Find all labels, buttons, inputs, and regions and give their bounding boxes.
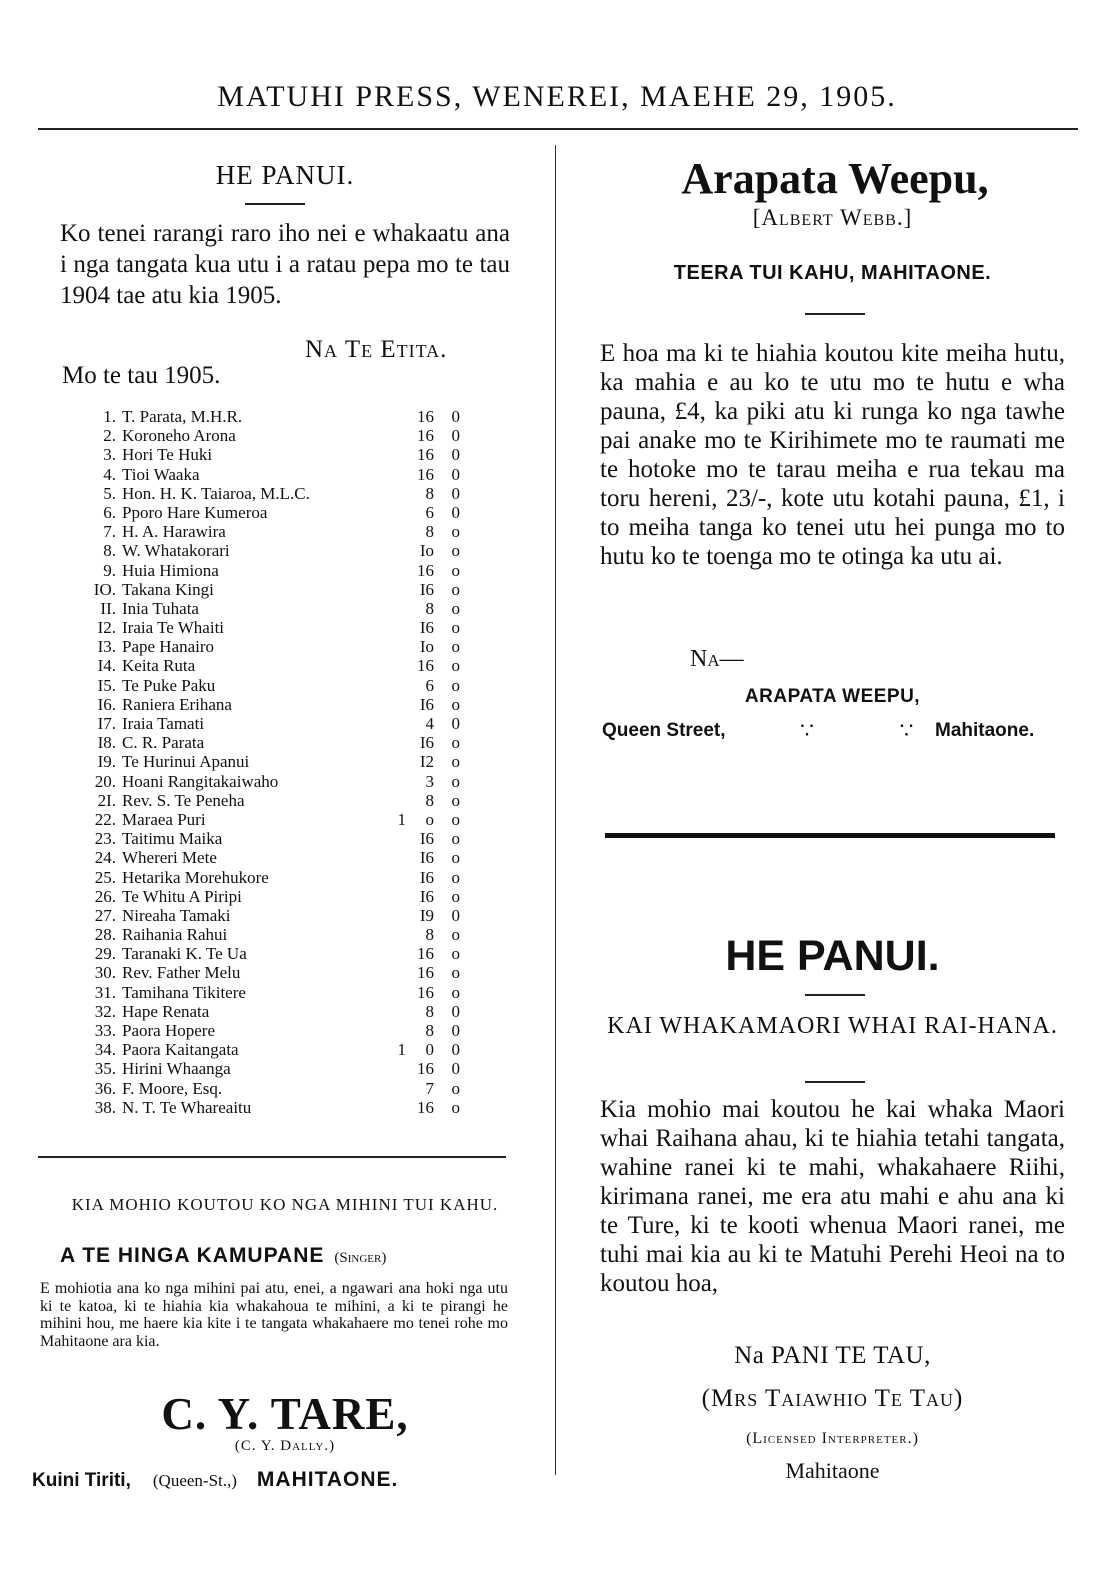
ad-body: E mohiotia ana ko nga mihini pai atu, enei, a ngawari ana hoki nga utu ki te katoa, ki te hiahia kia whakahoua te mihini, a ki te pirangi he mihini hou, me haere kia kite i te tangata whakahaere mo tenei rohe mo Mahitaone ara kia.: [40, 1280, 508, 1350]
subscriber-number: 7.: [103, 522, 116, 542]
company-name: A TE HINGA KAMUPANE: [60, 1244, 325, 1267]
page-header: MATUHI PRESS, WENEREI, MAEHE 29, 1905.: [217, 80, 897, 113]
subscriber-number: I5.: [97, 675, 116, 695]
subscriber-name: Pape Hanairo: [122, 637, 215, 657]
column-divider: [555, 145, 556, 1475]
subscriber-name: Pporo Hare Kumeroa: [122, 502, 268, 522]
subscriber-pence: 0: [451, 407, 460, 426]
subscriber-number: 20.: [94, 771, 116, 791]
subscriber-name: Nireaha Tamaki: [122, 905, 231, 925]
subscriber-shillings: o: [425, 809, 434, 829]
subscriber-pounds: 1: [397, 809, 406, 829]
subscriber-shillings: 8: [425, 925, 434, 945]
subscriber-pence: 0: [451, 905, 460, 925]
advertiser-name-en: (C. Y. Dally.): [234, 1438, 336, 1454]
subscriber-name: F. Moore, Esq.: [122, 1078, 223, 1098]
subscriber-shillings: 16: [417, 1059, 434, 1079]
advertiser-address: [32, 1468, 512, 1492]
subscriber-row: [80, 944, 460, 963]
tailor-street: Queen Street,: [602, 720, 726, 741]
subscriber-pence: o: [451, 637, 460, 657]
subscriber-pounds: [382, 676, 406, 695]
subscriber-pence: o: [451, 963, 460, 983]
subscriber-number: 26.: [94, 886, 116, 906]
subscriber-number: 32.: [94, 1001, 116, 1021]
subscriber-shillings: 4: [425, 714, 434, 733]
subscriber-name: Takana Kingi: [122, 579, 214, 599]
subscriber-pounds: [382, 714, 406, 733]
subscriber-pence: o: [451, 541, 460, 561]
subscriber-pence: o: [451, 752, 460, 772]
subscriber-shillings: Io: [419, 541, 434, 561]
subscriber-name: Raniera Erihana: [122, 694, 232, 714]
subscriber-shillings: I6: [419, 848, 434, 868]
subscriber-pence: o: [451, 982, 460, 1002]
tailor-rule: [805, 313, 865, 315]
subscriber-row: [80, 733, 460, 752]
address-street-en: (Queen-St.,): [152, 1471, 237, 1490]
ad-heading: KIA MOHIO KOUTOU KO NGA MIHINI TUI KAHU.: [71, 1195, 499, 1214]
interpreter-signer: Na PANI TE TAU,: [734, 1342, 931, 1369]
subscriber-pounds: [382, 541, 406, 560]
subscriber-shillings: 3: [425, 771, 434, 791]
subscriber-row: [80, 752, 460, 771]
subscriber-pounds: [382, 887, 406, 906]
company-note: (Singer): [334, 1250, 387, 1266]
subscriber-name: Iraia Te Whaiti: [122, 618, 225, 638]
subscriber-shillings: 8: [425, 1001, 434, 1021]
notice-title: HE PANUI.: [215, 160, 355, 190]
subscriber-shillings: 16: [417, 944, 434, 964]
subscriber-pence: o: [451, 848, 460, 868]
subscriber-number: 22.: [94, 809, 116, 829]
subscriber-pounds: [382, 503, 406, 522]
subscriber-pounds: [382, 580, 406, 599]
subscriber-name: Taitimu Maika: [122, 829, 223, 849]
subscriber-name: C. R. Parata: [122, 733, 205, 753]
company-line: [60, 1244, 510, 1268]
interpreter-title-rule: [805, 994, 865, 996]
subscriber-pounds: [382, 791, 406, 810]
subscriber-shillings: I2: [419, 752, 434, 772]
subscriber-pence: 0: [451, 1040, 460, 1060]
subscriber-pence: o: [451, 656, 460, 676]
subscriber-pounds: [382, 695, 406, 714]
subscriber-pence: o: [451, 790, 460, 810]
subscriber-row: [80, 848, 460, 867]
subscriber-number: 25.: [94, 867, 116, 887]
subscriber-pence: o: [451, 560, 460, 580]
subscriber-pounds: [382, 983, 406, 1002]
subscriber-pence: o: [451, 944, 460, 964]
subscriber-number: I8.: [97, 733, 116, 753]
subscriber-row: [80, 695, 460, 714]
subscriber-number: 3.: [103, 445, 116, 465]
advertiser-name: C. Y. TARE,: [161, 1389, 409, 1439]
address-street: Kuini Tiriti,: [32, 1470, 131, 1491]
subscriber-name: W. Whatakorari: [122, 541, 230, 561]
subscriber-row: [80, 445, 460, 464]
subscriber-pence: o: [451, 771, 460, 791]
subscriber-number: 2.: [103, 426, 116, 446]
subscriber-shillings: 16: [417, 982, 434, 1002]
subscriber-row: [80, 714, 460, 733]
subscriber-pounds: [382, 829, 406, 848]
subscriber-number: 34.: [94, 1040, 116, 1060]
tailor-body: E hoa ma ki te hiahia koutou kite meiha hutu, ka mahia e au ko te utu mo te hutu e wha pauna, £4, ka piki atu ki runga ko nga tawhe pai anake mo te Kirihimete mo te raumati me te hotoke mo te tarau meiha e rua tekau ma toru hereni, 23/-, kote utu kotahi pauna, £1, i to meiha tanga ko tenei utu hei punga mo to hutu ko te toenga mo te otinga ka utu ai.: [600, 340, 1065, 570]
subscriber-shillings: I9: [419, 905, 434, 925]
interpreter-signer-en: (Mrs Taiawhio Te Tau): [701, 1385, 964, 1412]
subscriber-row: [80, 906, 460, 925]
subscriber-row: [80, 810, 460, 829]
subscriber-row: [80, 963, 460, 982]
subscriber-pence: o: [451, 522, 460, 542]
subscriber-name: Paora Hopere: [122, 1021, 215, 1040]
subscriber-shillings: 16: [417, 464, 434, 484]
subscriber-pounds: [382, 772, 406, 791]
subscriber-shillings: I6: [419, 886, 434, 906]
subscriber-pounds: [382, 906, 406, 925]
subscriber-row: [80, 426, 460, 445]
subscriber-name: H. A. Harawira: [122, 522, 226, 542]
tailor-name-en: [Albert Webb.]: [752, 205, 913, 230]
subscriber-pence: 0: [451, 502, 460, 522]
subscriber-name: T. Parata, M.H.R.: [122, 407, 243, 426]
subscriber-name: Hetarika Morehukore: [122, 867, 269, 887]
subscriber-pounds: [382, 656, 406, 675]
subscriber-number: 30.: [94, 963, 116, 983]
subscriber-shillings: I6: [419, 829, 434, 849]
subscriber-shillings: 16: [417, 656, 434, 676]
subscriber-pounds: 1: [397, 1040, 406, 1060]
subscriber-shillings: 16: [417, 426, 434, 446]
subscriber-row: [80, 599, 460, 618]
interpreter-role: (Licensed Interpreter.): [746, 1430, 919, 1447]
section-rule: [38, 1156, 506, 1158]
subscriber-shillings: 16: [417, 407, 434, 426]
subscriber-name: Hape Renata: [122, 1001, 210, 1021]
subscriber-pounds: [382, 944, 406, 963]
subscriber-number: I7.: [97, 714, 116, 733]
subscriber-pence: o: [451, 829, 460, 849]
subscriber-pounds: [382, 925, 406, 944]
subscriber-number: 33.: [94, 1021, 116, 1040]
subscriber-shillings: I6: [419, 618, 434, 638]
subscriber-name: Whereri Mete: [122, 848, 217, 868]
subscriber-name: Hirini Whaanga: [122, 1059, 231, 1079]
subscriber-pounds: [382, 1002, 406, 1021]
subscriber-pounds: [382, 618, 406, 637]
editor-signature: Na Te Etita.: [305, 336, 448, 363]
subscriber-row: [80, 637, 460, 656]
tailor-na: Na—: [690, 646, 744, 672]
subscriber-name: Te Hurinui Apanui: [122, 752, 250, 772]
subscriber-row: [80, 618, 460, 637]
subscriber-row: [80, 676, 460, 695]
subscriber-pence: o: [451, 694, 460, 714]
subscriber-name: Raihania Rahui: [122, 925, 228, 945]
interpreter-subtitle: KAI WHAKAMAORI WHAI RAI-HANA.: [607, 1013, 1058, 1039]
subscriber-pounds: [382, 561, 406, 580]
interpreter-place: Mahitaone: [785, 1458, 880, 1483]
subscriber-row: [80, 407, 460, 426]
subscriber-shillings: 16: [417, 560, 434, 580]
subscriber-pounds: [382, 426, 406, 445]
tailor-name: Arapata Weepu,: [681, 154, 989, 203]
subscriber-name: Taranaki K. Te Ua: [122, 944, 247, 964]
subscriber-shillings: 6: [425, 675, 434, 695]
subscriber-name: Koroneho Arona: [122, 426, 236, 446]
subscriber-pence: o: [451, 733, 460, 753]
subscriber-pence: 0: [451, 464, 460, 484]
subscriber-row: [80, 541, 460, 560]
subscriber-pounds: [382, 1079, 406, 1098]
subscriber-list: [80, 407, 460, 1117]
subscriber-pence: o: [451, 809, 460, 829]
subscriber-number: 29.: [94, 944, 116, 964]
subscriber-row: [80, 561, 460, 580]
subscriber-number: 36.: [94, 1078, 116, 1098]
subscriber-shillings: 16: [417, 445, 434, 465]
subscriber-name: Keita Ruta: [122, 656, 196, 676]
subscriber-name: Hori Te Huki: [122, 445, 213, 465]
subscriber-row: [80, 829, 460, 848]
subscriber-pence: 0: [451, 1059, 460, 1079]
subscriber-name: Te Puke Paku: [122, 675, 216, 695]
subscriber-row: [80, 887, 460, 906]
subscriber-pounds: [382, 407, 406, 426]
subscriber-number: 23.: [94, 829, 116, 849]
subscriber-number: 38.: [94, 1097, 116, 1117]
subscriber-row: [80, 772, 460, 791]
tailor-signer: ARAPATA WEEPU,: [744, 686, 921, 707]
tailor-ornament: ∵ ∵: [800, 718, 954, 743]
interpreter-title: HE PANUI.: [725, 932, 940, 980]
subscriber-pence: o: [451, 598, 460, 618]
subscriber-number: 9.: [103, 560, 116, 580]
subscriber-shillings: 6: [425, 502, 434, 522]
subscriber-row: [80, 484, 460, 503]
subscriber-name: Paora Kaitangata: [122, 1040, 239, 1060]
subscriber-name: Maraea Puri: [122, 809, 206, 829]
tailor-trade: TEERA TUI KAHU, MAHITAONE.: [673, 262, 992, 284]
subscriber-pounds: [382, 733, 406, 752]
subscriber-row: [80, 1079, 460, 1098]
tailor-town: Mahitaone.: [935, 720, 1035, 741]
subscriber-shillings: 16: [417, 963, 434, 983]
subscriber-pence: o: [451, 675, 460, 695]
subscriber-row: [80, 1002, 460, 1021]
subscriber-shillings: 8: [425, 483, 434, 503]
subscriber-shillings: I6: [419, 867, 434, 887]
subscriber-pounds: [382, 465, 406, 484]
subscriber-name: Tamihana Tikitere: [122, 982, 246, 1002]
subscriber-number: 6.: [103, 502, 116, 522]
subscriber-shillings: 16: [417, 1097, 434, 1117]
subscriber-row: [80, 868, 460, 887]
subscriber-pounds: [382, 963, 406, 982]
subscriber-pounds: [382, 445, 406, 464]
subscriber-row: [80, 503, 460, 522]
subscriber-number: 4.: [103, 464, 116, 484]
subscriber-shillings: I6: [419, 694, 434, 714]
subscriber-pounds: [382, 848, 406, 867]
subscriber-shillings: Io: [419, 637, 434, 657]
subscriber-pounds: [382, 752, 406, 771]
subscriber-pounds: [382, 868, 406, 887]
subscriber-row: [80, 1040, 460, 1059]
subscriber-pence: 0: [451, 426, 460, 446]
subscriber-shillings: 8: [425, 790, 434, 810]
subscriber-shillings: 0: [425, 1040, 434, 1060]
subscriber-name: Hon. H. K. Taiaroa, M.L.C.: [122, 483, 310, 503]
subscriber-name: Rev. S. Te Peneha: [122, 790, 245, 810]
subscriber-number: 2I.: [97, 790, 116, 810]
subscriber-number: 35.: [94, 1059, 116, 1079]
subscriber-name: Hoani Rangitakaiwaho: [122, 771, 279, 791]
subscriber-pounds: [382, 1059, 406, 1078]
section-thick-rule: [605, 833, 1055, 838]
subscriber-number: I3.: [97, 637, 116, 657]
subscriber-pence: 0: [451, 1021, 460, 1040]
subscriber-number: IO.: [93, 579, 116, 599]
subscriber-row: [80, 1059, 460, 1078]
subscriber-pounds: [382, 599, 406, 618]
interpreter-body: Kia mohio mai koutou he kai whaka Maori whai Raihana ahau, ki te hiahia tetahi tangata, wahine ranei ki te mahi, whakahaere Riihi, kirimana ranei, me era atu mahi e ahu ana ki te Ture, ki te kooti whenua Maori ranei, me tuhi mai kia au ki te Matuhi Perehi Heoi na to koutou hoa,: [600, 1096, 1065, 1297]
address-town: MAHITAONE.: [256, 1468, 399, 1491]
title-rule: [245, 203, 305, 205]
subscriber-shillings: 8: [425, 598, 434, 618]
subscriber-number: 1.: [103, 407, 116, 426]
subscriber-shillings: I6: [419, 733, 434, 753]
subscriber-pounds: [382, 1098, 406, 1117]
subscriber-row: [80, 522, 460, 541]
subscriber-shillings: 8: [425, 1021, 434, 1040]
subscriber-number: 8.: [103, 541, 116, 561]
subscriber-shillings: 7: [425, 1078, 434, 1098]
subscriber-number: 27.: [94, 905, 116, 925]
subscriber-name: Huia Himiona: [122, 560, 219, 580]
subscriber-number: I4.: [97, 656, 116, 676]
subscriber-pence: 0: [451, 445, 460, 465]
year-label: Mo te tau 1905.: [62, 362, 221, 389]
subscriber-number: I2.: [97, 618, 116, 638]
subscriber-name: Rev. Father Melu: [122, 963, 241, 983]
interpreter-subtitle-rule: [805, 1081, 865, 1083]
subscriber-row: [80, 983, 460, 1002]
subscriber-pence: o: [451, 925, 460, 945]
subscriber-number: II.: [100, 598, 116, 618]
subscriber-number: 28.: [94, 925, 116, 945]
subscriber-name: Inia Tuhata: [122, 598, 199, 618]
subscriber-pence: 0: [451, 1001, 460, 1021]
subscriber-shillings: 8: [425, 522, 434, 542]
subscriber-pence: o: [451, 618, 460, 638]
subscriber-pounds: [382, 637, 406, 656]
subscriber-name: Tioi Waaka: [122, 464, 200, 484]
subscriber-pounds: [382, 1021, 406, 1040]
subscriber-name: Iraia Tamati: [122, 714, 205, 733]
header-rule: [38, 128, 1078, 130]
subscriber-shillings: I6: [419, 579, 434, 599]
subscriber-pounds: [382, 484, 406, 503]
subscriber-number: 5.: [103, 483, 116, 503]
subscriber-row: [80, 1021, 460, 1040]
subscriber-pence: 0: [451, 483, 460, 503]
subscriber-pence: o: [451, 579, 460, 599]
notice-intro: Ko tenei rarangi raro iho nei e whakaatu ana i nga tangata kua utu i a ratau pepa mo te tau 1904 tae atu kia 1905.: [60, 220, 510, 309]
subscriber-pence: o: [451, 867, 460, 887]
subscriber-pence: o: [451, 886, 460, 906]
subscriber-row: [80, 925, 460, 944]
subscriber-row: [80, 465, 460, 484]
subscriber-row: [80, 791, 460, 810]
subscriber-name: Te Whitu A Piripi: [122, 886, 242, 906]
subscriber-row: [80, 1098, 460, 1117]
subscriber-number: I9.: [97, 752, 116, 772]
subscriber-pounds: [382, 522, 406, 541]
subscriber-row: [80, 580, 460, 599]
subscriber-pence: o: [451, 1078, 460, 1098]
subscriber-pence: 0: [451, 714, 460, 733]
subscriber-row: [80, 656, 460, 675]
subscriber-pence: o: [451, 1097, 460, 1117]
subscriber-number: 31.: [94, 982, 116, 1002]
subscriber-name: N. T. Te Whareaitu: [122, 1097, 252, 1117]
subscriber-number: I6.: [97, 694, 116, 714]
subscriber-number: 24.: [94, 848, 116, 868]
